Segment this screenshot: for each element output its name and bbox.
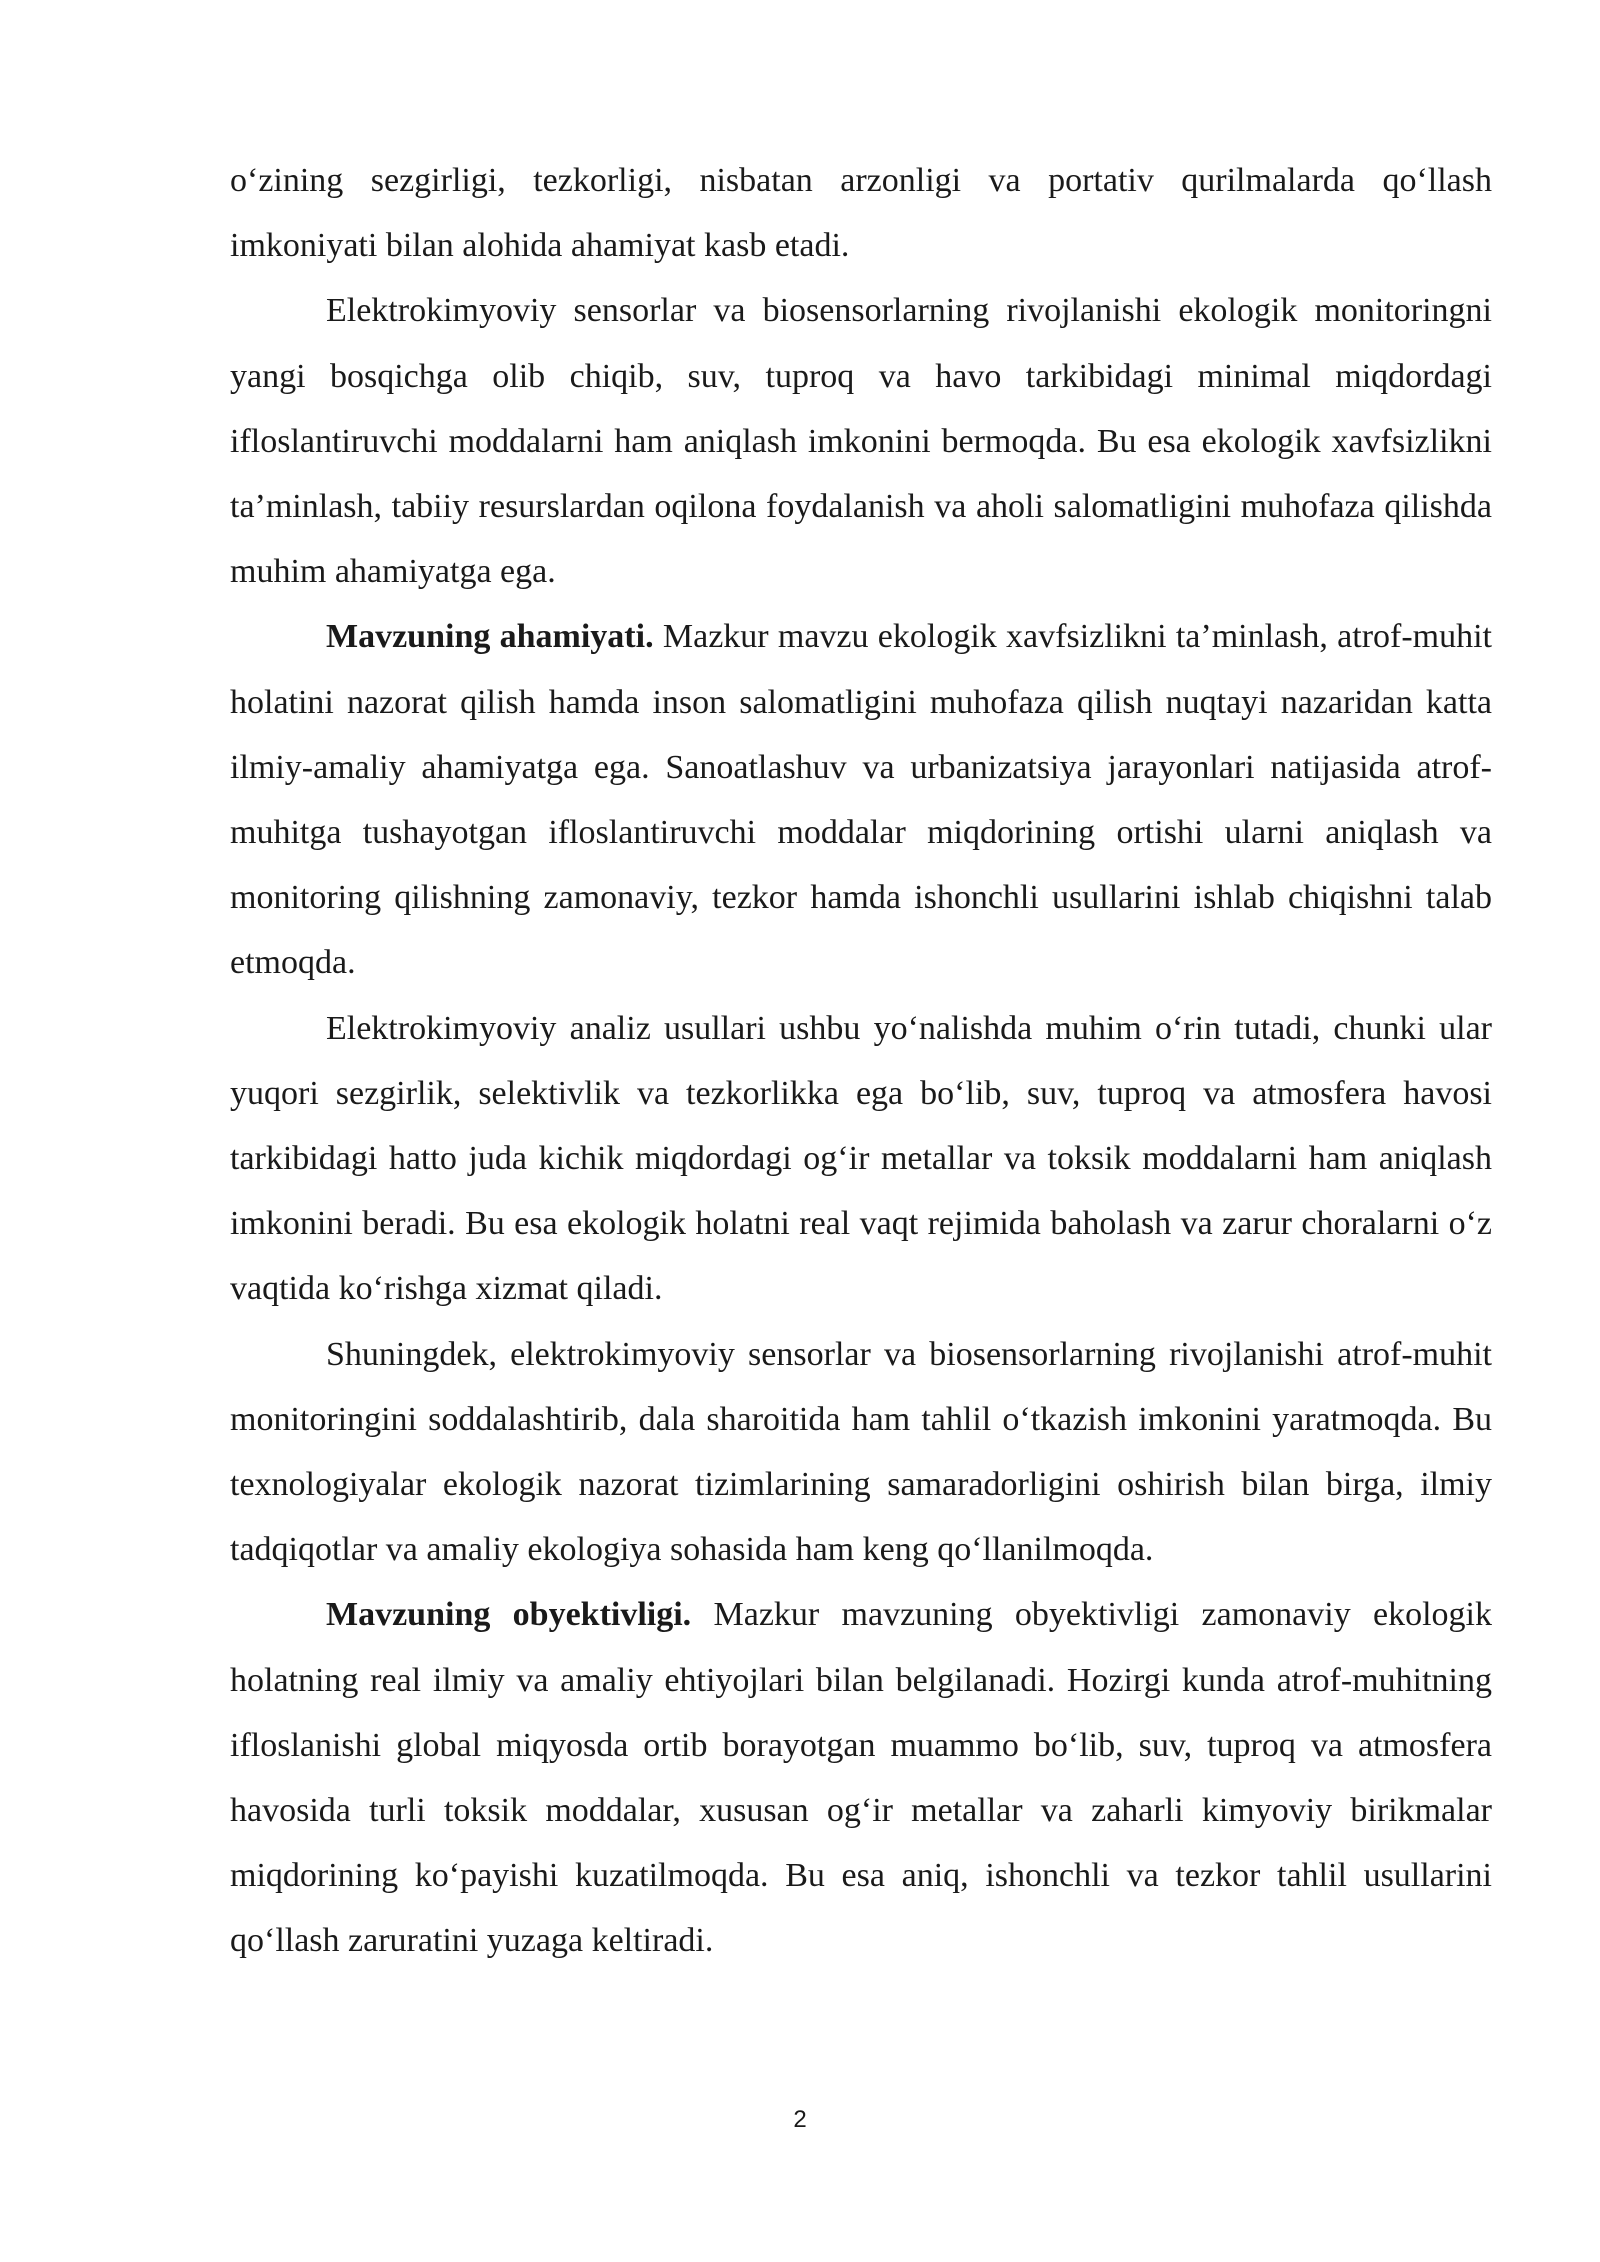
paragraph-2-text: Elektrokimyoviy sensorlar va biosensorlarning rivojlanishi ekologik monitoringni yangi bosqichga olib chiqib, suv, tuproq va havo tarkibidagi minimal miqdordagi ifloslantiruvchi moddalarni ham aniqlash imkonini bermoqda. Bu esa ekologik xavfsizlikni ta’minlash, tabiiy resurslardan oqilona foydalanish va aholi salomatligini muhofaza qilishda muhim ahamiyatga ega. (230, 292, 1492, 591)
paragraph-2 (230, 278, 1492, 604)
section-heading-obyektivligi: Mavzuning obyektivligi. (326, 1596, 692, 1634)
paragraph-3-text: Mazkur mavzu ekologik xavfsizlikni ta’minlash, atrof-muhit holatini nazorat qilish hamda inson salomatligini muhofaza qilish nuqtayi nazaridan katta ilmiy-amaliy ahamiyatga ega. Sanoatlashuv va urbanizatsiya jarayonlari natijasida atrof-muhitga tushayotgan ifloslantiruvchi moddalar miqdorining ortishi ularni aniqlash va monitoring qilishning zamonaviy, tezkor hamda ishonchli usullarini ishlab chiqishni talab etmoqda. (230, 618, 1492, 982)
page-number: 2 (793, 2106, 807, 2133)
paragraph-4 (230, 996, 1492, 1322)
paragraph-1 (230, 148, 1492, 278)
paragraph-1-text: o‘zining sezgirligi, tezkorligi, nisbatan arzonligi va portativ qurilmalarda qo‘llash imkoniyati bilan alohida ahamiyat kasb etadi. (230, 162, 1492, 265)
paragraph-5 (230, 1322, 1492, 1583)
paragraph-4-text: Elektrokimyoviy analiz usullari ushbu yo‘nalishda muhim o‘rin tutadi, chunki ular yuqori sezgirlik, selektivlik va tezkorlikka ega bo‘lib, suv, tuproq va atmosfera havosi tarkibidagi hatto juda kichik miqdordagi og‘ir metallar va toksik moddalarni ham aniqlash imkonini beradi. Bu esa ekologik holatni real vaqt rejimida baholash va zarur choralarni o‘z vaqtida ko‘rishga xizmat qiladi. (230, 1009, 1492, 1308)
paragraph-6 (230, 1582, 1492, 1973)
paragraph-3 (230, 604, 1492, 995)
paragraph-5-text: Shuningdek, elektrokimyoviy sensorlar va biosensorlarning rivojlanishi atrof-muhit monitoringini soddalashtirib, dala sharoitida ham tahlil o‘tkazish imkonini yaratmoqda. Bu texnologiyalar ekologik nazorat tizimlarining samaradorligini oshirish bilan birga, ilmiy tadqiqotlar va amaliy ekologiya sohasida ham keng qo‘llanilmoqda. (230, 1335, 1492, 1569)
body-text (230, 148, 1492, 1974)
section-heading-ahamiyati: Mavzuning ahamiyati. (326, 618, 654, 656)
paragraph-6-text: Mazkur mavzuning obyektivligi zamonaviy ekologik holatning real ilmiy va amaliy ehtiyojlari bilan belgilanadi. Hozirgi kunda atrof-muhitning ifloslanishi global miqyosda ortib borayotgan muammo bo‘lib, suv, tuproq va atmosfera havosida turli toksik moddalar, xususan og‘ir metallar va zaharli kimyoviy birikmalar miqdorining ko‘payishi kuzatilmoqda. Bu esa aniq, ishonchli va tezkor tahlil usullarini qo‘llash zaruratini yuzaga keltiradi. (230, 1596, 1493, 1960)
